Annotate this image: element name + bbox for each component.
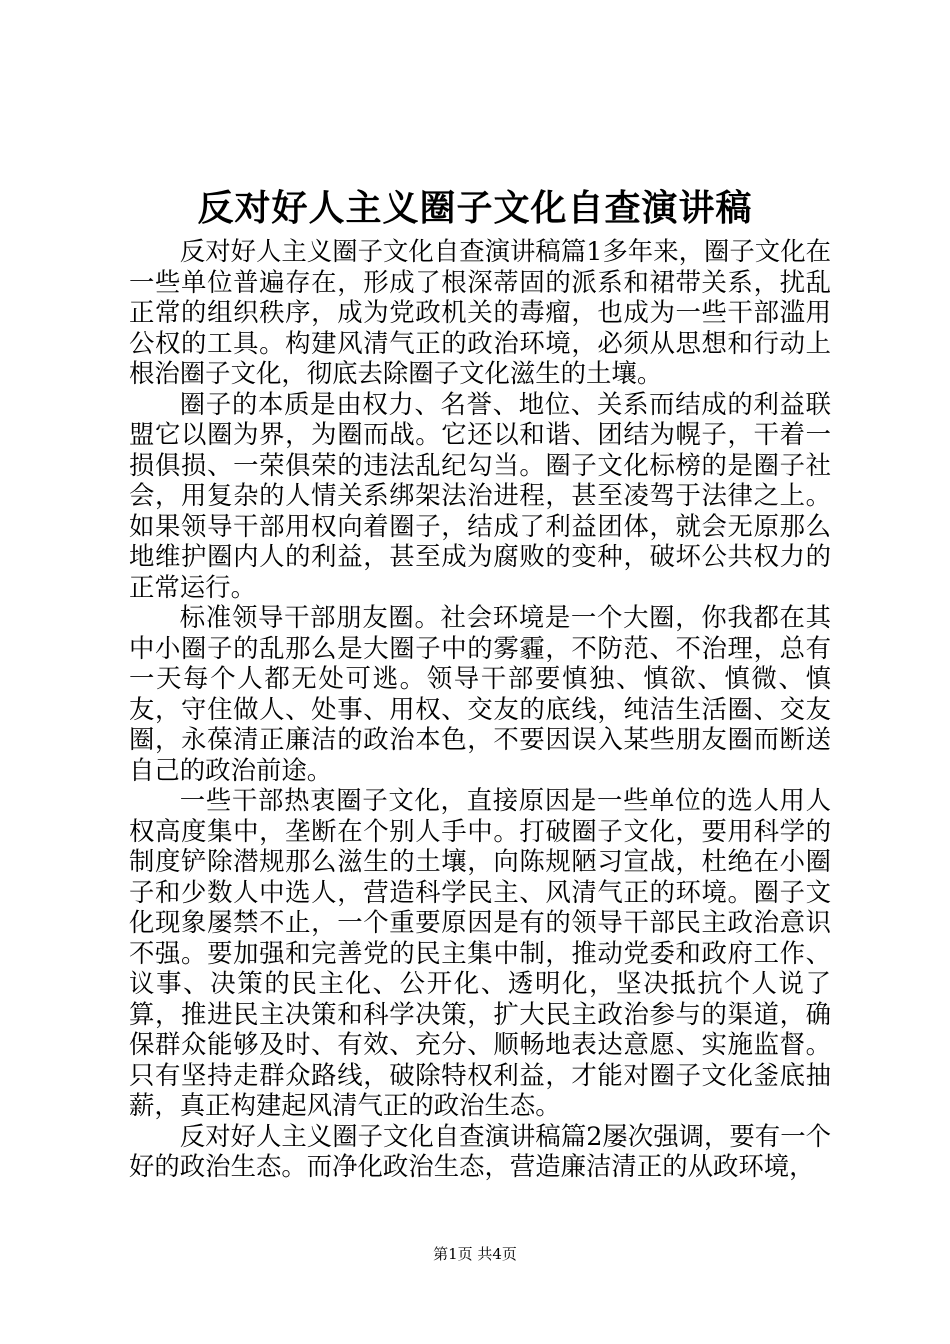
body-paragraph: 一些干部热衷圈子文化，直接原因是一些单位的选人用人权高度集中，垄断在个别人手中。打破圈子文化，要用科学的制度铲除潜规那么滋生的土壤，向陈规陋习宣战，杜绝在小圈子和少数人中选人，营造科学民主、风清气正的环境。圈子文化现象屡禁不止，一个重要原因是有的领导干部民主政治意识不强。要加强和完善党的民主集中制，推动党委和政府工作、议事、决策的民主化、公开化、透明化，坚决抵抗个人说了算，推进民主决策和科学决策，扩大民主政治参与的渠道，确保群众能够及时、有效、充分、顺畅地表达意愿、实施监督。只有坚持走群众路线，破除特权利益，才能对圈子文化釜底抽薪，真正构建起风清气正的政治生态。	[129, 785, 831, 1120]
document-body	[129, 236, 831, 1182]
body-paragraph: 反对好人主义圈子文化自查演讲稿篇1多年来，圈子文化在一些单位普遍存在，形成了根深蒂固的派系和裙带关系，扰乱正常的组织秩序，成为党政机关的毒瘤，也成为一些干部滥用公权的工具。构建风清气正的政治环境，必须从思想和行动上根治圈子文化，彻底去除圈子文化滋生的土壤。	[129, 236, 831, 388]
document-title: 反对好人主义圈子文化自查演讲稿	[197, 187, 753, 229]
page-number-footer: 第1页 共4页	[433, 1245, 517, 1263]
body-paragraph: 标准领导干部朋友圈。社会环境是一个大圈，你我都在其中小圈子的乱那么是大圈子中的雾霾，不防范、不治理，总有一天每个人都无处可逃。领导干部要慎独、慎欲、慎微、慎友，守住做人、处事、用权、交友的底线，纯洁生活圈、交友圈，永葆清正廉洁的政治本色，不要因误入某些朋友圈而断送自己的政治前途。	[129, 602, 831, 785]
body-paragraph: 反对好人主义圈子文化自查演讲稿篇2屡次强调，要有一个好的政治生态。而净化政治生态，营造廉洁清正的从政环境，	[129, 1120, 831, 1181]
body-paragraph: 圈子的本质是由权力、名誉、地位、关系而结成的利益联盟它以圈为界，为圈而战。它还以和谐、团结为幌子，干着一损俱损、一荣俱荣的违法乱纪勾当。圈子文化标榜的是圈子社会，用复杂的人情关系绑架法治进程，甚至凌驾于法律之上。如果领导干部用权向着圈子，结成了利益团体，就会无原那么地维护圈内人的利益，甚至成为腐败的变种，破坏公共权力的正常运行。	[129, 388, 831, 602]
